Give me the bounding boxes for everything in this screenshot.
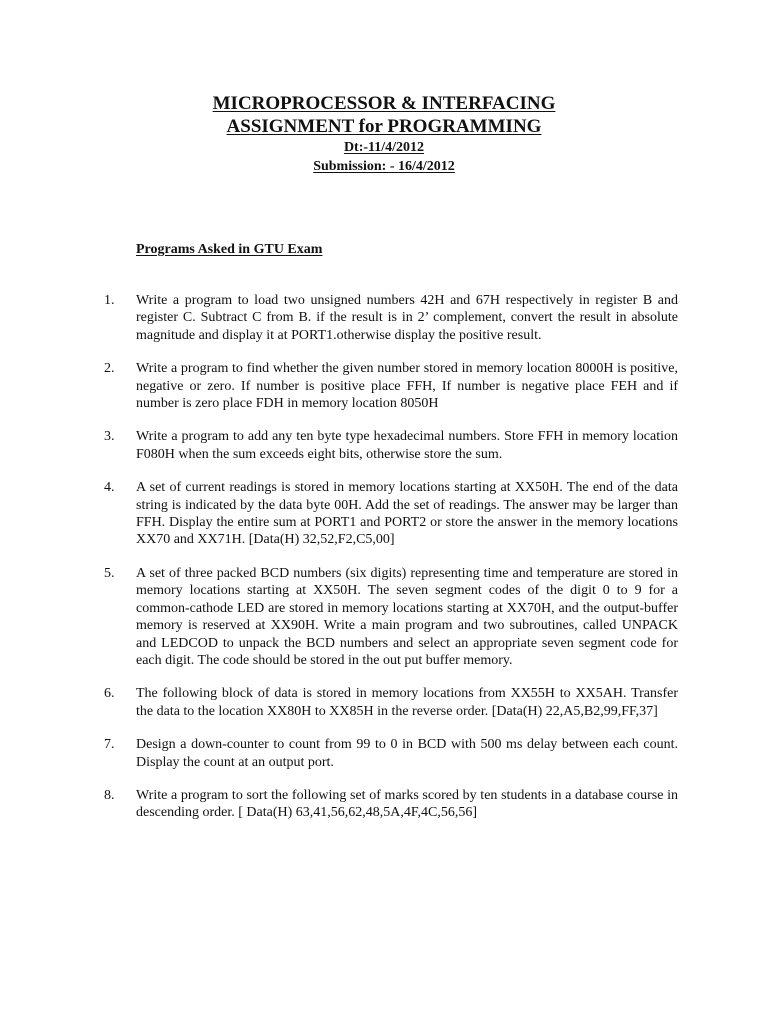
question-item [104,787,678,822]
question-number: 1. [104,293,115,308]
question-text: A set of current readings is stored in memory locations starting at XX50H. The end of the data string is indicated by the data byte 00H. Add the set of readings. The answer may be larger than FFH. Display the entire sum at PORT1 and PORT2 or store the answer in the memory locations XX70 and XX71H. [Data(H) 32,52,F2,C5,00] [136,480,678,548]
submission-line: Submission: - 16/4/2012 [313,159,455,174]
question-text: The following block of data is stored in memory locations from XX55H to XX5AH. Transfer the data to the location XX80H to XX85H in the reverse order. [Data(H) 22,A5,B2,99,FF,37] [136,686,678,719]
question-item [104,292,678,344]
date-line: Dt:-11/4/2012 [343,140,425,155]
question-item [104,565,678,669]
question-text: Design a down-counter to count from 99 to 0 in BCD with 500 ms delay between each count. Display the count at an output port. [136,737,678,770]
section-heading: Programs Asked in GTU Exam [136,242,323,257]
question-text: Write a program to add any ten byte type hexadecimal numbers. Store FFH in memory location F080H when the sum exceeds eight bits, otherwise store the sum. [136,429,678,462]
question-list [104,292,678,838]
question-item [104,428,678,463]
question-text: Write a program to sort the following set of marks scored by ten students in a database course in descending order. [ Data(H) 63,41,56,62,48,5A,4F,4C,56,56] [136,787,678,821]
question-number: 2. [104,361,115,377]
question-number: 8. [104,787,115,803]
question-item [104,685,678,720]
question-text: A set of three packed BCD numbers (six digits) representing time and temperature are stored in memory locations starting at XX50H. The seven segment codes of the digit 0 to 9 for a common-cathode LED are stored in memory locations starting at XX70H, and the output-buffer memory is reserved at XX90H. Write a main program and two subroutines, called UNPACK and LEDCOD to unpack the BCD numbers and select an appropriate seven segment code for each digit. The code should be stored in the out put buffer memory. [136,565,678,668]
question-text: Write a program to load two unsigned numbers 42H and 67H respectively in register B and register C. Subtract C from B. if the result is in 2’ complement, convert the result in absolute magnitude and display it at PORT1.otherwise display the positive result. [136,293,678,343]
question-text: Write a program to find whether the given number stored in memory location 8000H is positive, negative or zero. If number is positive place FFH, If number is negative place FEH and if number is zero place FDH in memory location 8050H [136,361,678,412]
question-number: 4. [104,480,115,496]
question-item [104,360,678,412]
document-title: MICROPROCESSOR & INTERFACING [212,93,556,114]
question-number: 7. [104,737,115,753]
question-item [104,736,678,771]
document-subtitle: ASSIGNMENT for PROGRAMMING [226,116,542,137]
question-number: 3. [104,429,115,445]
question-number: 6. [104,686,115,702]
question-number: 5. [104,565,115,581]
question-item [104,479,678,549]
document-header [0,92,768,176]
